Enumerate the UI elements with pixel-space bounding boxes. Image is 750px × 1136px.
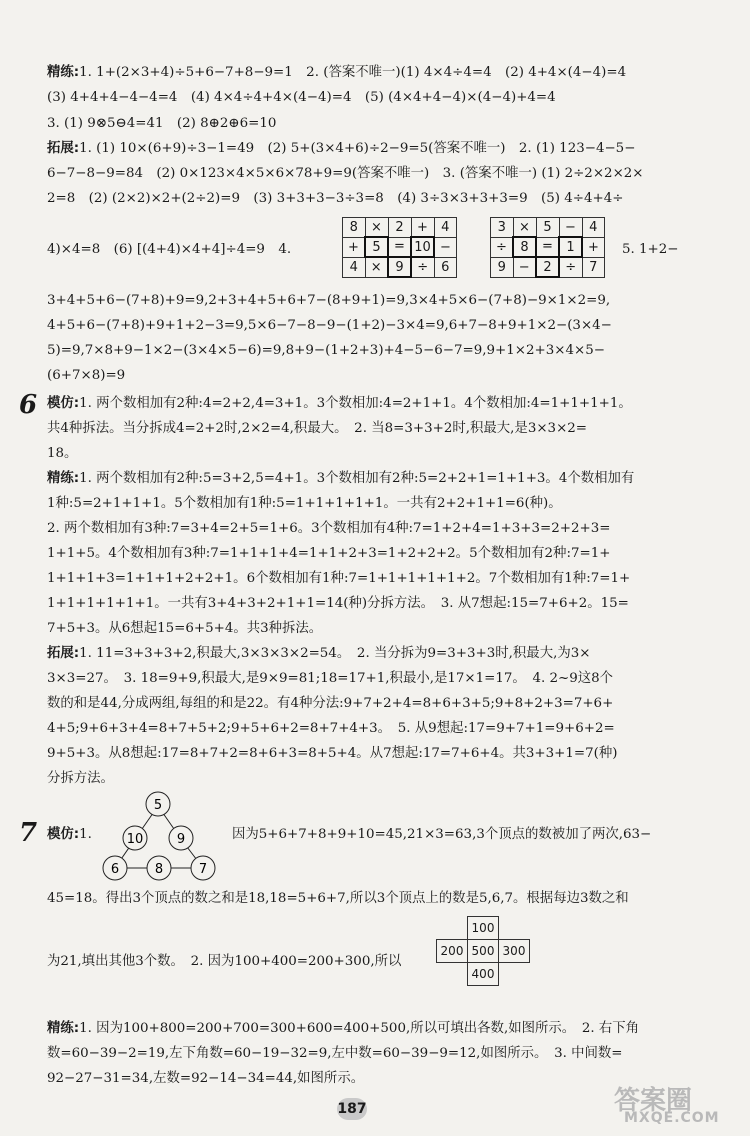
text-line: 5. 1+2− [622,242,679,257]
text-line: 精练:1. 两个数相加有2种:5=3+2,5=4+1。3个数相加有2种:5=2+2+1=1+1+3。4个数相加有 [47,471,635,486]
text-line: 3×3=27。 3. 18=9+9,积最大,是9×9=81;18=17+1,积最小,是17×1=17。 4. 2~9这8个 [47,671,614,686]
watermark-url: MXQE.COM [624,1110,720,1126]
text-line: 4+5;9+6+3+4=8+7+5+2;9+5+6+2=8+7+4+3。 5. 从9想起:17=9+7+1=9+6+2= [47,721,615,736]
text-line: 4)×4=8 (6) [(4+4)×4+4]÷4=9 4. [47,242,292,257]
text-line: 1+1+5。4个数相加有3种:7=1+1+1+4=1+1+2+3=1+2+2+2。5个数相加有2种:7=1+ [47,546,611,561]
circle-bottom-left [103,856,127,880]
text-line: 分拆方法。 [47,771,114,786]
text-line: 3. (1) 9⊗5⊖4=41 (2) 8⊕2⊕6=10 [47,116,277,131]
text-line: 45=18。得出3个顶点的数之和是18,18=5+6+7,所以3个顶点上的数是5,6,7。根据每边3数之和 [47,891,629,906]
text-line: 模仿:1. [47,827,92,842]
circle-mid-left [123,826,147,850]
text-line: 数的和是44,分成两组,每组的和是22。有4种分法:9+7+2+4=8+6+3+5;9+8+2+3=7+6+ [47,696,614,711]
svg-text:5: 5 [153,798,163,813]
text-line: 为21,填出其他3个数。 2. 因为100+400=200+300,所以 [47,954,402,969]
cross-diagram: 100 200 500 300 400 [436,916,530,986]
circle-bottom-mid [147,856,171,880]
circle-mid-right [169,826,193,850]
section-number-6: 6 [19,390,38,420]
text-line: 3+4+5+6−(7+8)+9=9,2+3+4+5+6+7−(8+9+1)=9,3×4+5×6−(7+8)−9×1×2=9, [47,293,611,308]
text-line: 1+1+1+3=1+1+1+2+2+1。6个数相加有1种:7=1+1+1+1+1+2。7个数相加有1种:7=1+ [47,571,631,586]
circle-bottom-right [191,856,215,880]
svg-text:6: 6 [110,862,120,877]
text-line: 数=60−39−2=19,左下角数=60−19−32=9,左中数=60−39−9=12,如图所示。 3. 中间数= [47,1046,623,1061]
text-line: 6−7−8−9=84 (2) 0×123×4×5×6×78+9=9(答案不唯一) 3. (答案不唯一) (1) 2÷2×2×2× [47,166,644,181]
triangle-diagram [100,788,220,884]
text-line: 共4种拆法。当分拆成4=2+2时,2×2=4,积最大。 2. 当8=3+3+2时,积最大,是3×3×2= [47,421,588,436]
watermark-logo: 答案圈 [614,1086,693,1116]
text-line: 拓展:1. 11=3+3+3+2,积最大,3×3×3×2=54。 2. 当分拆为9=3+3+3时,积最大,为3× [47,646,591,661]
text-line: 因为5+6+7+8+9+10=45,21×3=63,3个顶点的数被加了两次,63− [232,827,652,842]
text-line: 4+5+6−(7+8)+9+1+2−3=9,5×6−7−8−9−(1+2)−3×4=9,6+7−8+9+1×2−(3×4− [47,318,612,333]
text-line: 92−27−31=34,左数=92−14−34=44,如图所示。 [47,1071,365,1086]
number-grid-2: 3 × 5 − 4 ÷ 8 = 1 + 9 − 2 ÷ 7 [490,217,605,278]
page-number: 187 [337,1098,367,1120]
svg-text:9: 9 [176,832,186,847]
text-line: 2. 两个数相加有3种:7=3+4=2+5=1+6。3个数相加有4种:7=1+2+4=1+3+3=2+2+3= [47,521,611,536]
text-line: (3) 4+4+4−4−4=4 (4) 4×4÷4+4×(4−4)=4 (5) (4×4+4−4)×(4−4)+4=4 [47,90,556,105]
text-line: 拓展:1. (1) 10×(6+9)÷3−1=49 (2) 5+(3×4+6)÷2−9=5(答案不唯一) 2. (1) 123−4−5− [47,141,636,156]
text-line: 9+5+3。从8想起:17=8+7+2=8+6+3=8+5+4。从7想起:17=7+6+4。共3+3+1=7(种) [47,746,618,761]
text-line: 18。 [47,446,78,461]
text-line: 2=8 (2) (2×2)×2+(2÷2)=9 (3) 3+3+3−3÷3=8 (4) 3÷3×3+3+3=9 (5) 4÷4+4÷ [47,191,624,206]
text-line: 1+1+1+1+1+1。一共有3+4+3+2+1+1=14(种)分拆方法。 3. 从7想起:15=7+6+2。15= [47,596,629,611]
text-line: 5)=9,7×8+9−1×2−(3×4×5−6)=9,8+9−(1+2+3)+4−5−6−7=9,9+1×2+3×4×5− [47,343,605,358]
text-line: 精练:1. 因为100+800=200+700=300+600=400+500,所以可填出各数,如图所示。 2. 右下角 [47,1021,640,1036]
circle-top [146,792,170,816]
svg-text:10: 10 [126,832,144,847]
text-line: (6+7×8)=9 [47,368,126,383]
text-line: 精练:1. 1+(2×3+4)÷5+6−7+8−9=1 2. (答案不唯一)(1) 4×4÷4=4 (2) 4+4×(4−4)=4 [47,65,627,80]
svg-text:8: 8 [154,862,164,877]
text-line: 7+5+3。从6想起15=6+5+4。共3种拆法。 [47,621,323,636]
text-line: 1种:5=2+1+1+1。5个数相加有1种:5=1+1+1+1+1。一共有2+2+1+1=6(种)。 [47,496,562,511]
number-grid-1: 8 × 2 + 4 + 5 = 10 − 4 × 9 ÷ 6 [342,217,457,278]
section-number-7: 7 [19,818,38,848]
svg-text:7: 7 [198,862,208,877]
text-line: 模仿:1. 两个数相加有2种:4=2+2,4=3+1。3个数相加:4=2+1+1。4个数相加:4=1+1+1+1。 [47,396,632,411]
